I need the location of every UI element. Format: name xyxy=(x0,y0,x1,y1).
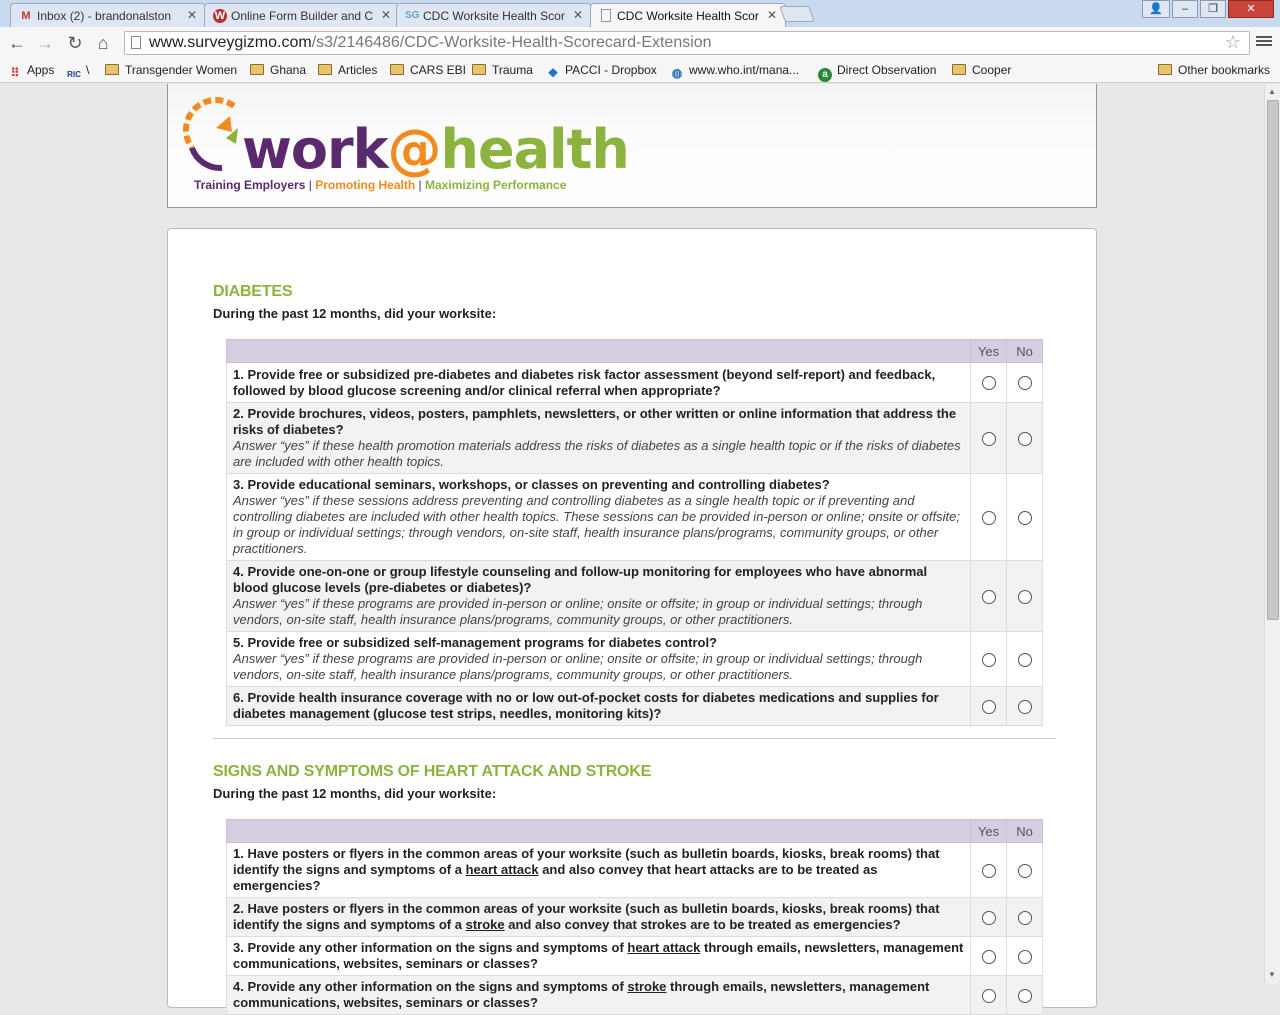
section-subtitle: During the past 12 months, did your worksite: xyxy=(213,786,497,801)
home-icon[interactable]: ⌂ xyxy=(97,33,109,53)
page-icon xyxy=(131,36,141,49)
question-hint: Answer “yes” if these health promotion materials address the risks of diabetes as a single health topic or if the risks of diabetes are included with other health topics. xyxy=(233,438,961,469)
logo-tagline xyxy=(194,178,566,192)
yes-cell xyxy=(971,843,1007,898)
question-hint: Answer “yes” if these programs are provided in-person or online; onsite or offsite; in group or individual settings; through vendors, on-site staff, health insurance plans/programs, community groups, or other practitioners. xyxy=(233,596,923,627)
no-radio[interactable] xyxy=(1018,590,1032,604)
question-underlined-term: stroke xyxy=(627,979,667,994)
yes-cell xyxy=(971,937,1007,976)
logo-word-health: health xyxy=(440,118,629,181)
grid-header-blank xyxy=(227,340,971,363)
yes-radio[interactable] xyxy=(982,700,996,714)
scroll-thumb[interactable] xyxy=(1267,100,1279,620)
question-text: 3. Provide educational seminars, workshops, or classes on preventing and controlling diabetes? xyxy=(233,477,830,492)
bookmark-label: Articles xyxy=(338,63,378,77)
bookmark-label: Ghana xyxy=(270,63,307,77)
reload-icon[interactable]: ↻ xyxy=(67,33,83,53)
question-text-end: through emails, newsletters, management communications, websites, seminars or classes? xyxy=(233,979,930,1010)
menu-icon[interactable] xyxy=(1256,34,1272,50)
question-text-start: 1. Have posters or flyers in the common areas of your worksite (such as bulletin boards, kiosks, break rooms) that identify the signs and symptoms of a xyxy=(233,846,940,877)
ric-icon: RIC xyxy=(67,70,81,79)
yes-cell xyxy=(971,363,1007,403)
bookmark-apps[interactable] xyxy=(8,63,54,80)
scroll-down-icon[interactable]: ▼ xyxy=(1268,970,1276,979)
no-cell xyxy=(1007,632,1043,687)
close-icon[interactable]: ✕ xyxy=(186,8,197,22)
grid-header-row xyxy=(227,820,1043,843)
bookmark-label: Cooper xyxy=(972,63,1012,77)
no-cell xyxy=(1007,687,1043,726)
wufoo-icon: W xyxy=(214,10,226,22)
yes-cell xyxy=(971,687,1007,726)
question-text xyxy=(233,979,929,1010)
question-underlined-term: heart attack xyxy=(465,862,539,877)
yes-radio[interactable] xyxy=(982,911,996,925)
folder-icon xyxy=(105,64,119,75)
question-underlined-term: heart attack xyxy=(627,940,701,955)
logo-wordmark xyxy=(242,118,629,181)
no-cell xyxy=(1007,403,1043,474)
question-cell xyxy=(227,687,971,726)
bookmark-label: Other bookmarks xyxy=(1178,63,1271,77)
yes-radio[interactable] xyxy=(982,864,996,878)
a-icon: a xyxy=(818,68,832,82)
heart-stroke-question-grid xyxy=(226,819,1043,1015)
question-cell xyxy=(227,632,971,687)
no-cell xyxy=(1007,843,1043,898)
new-tab-button[interactable] xyxy=(779,6,815,22)
question-cell xyxy=(227,976,971,1015)
back-icon[interactable]: ← xyxy=(8,33,26,53)
column-yes: Yes xyxy=(971,820,1007,843)
logo-word-at: @ xyxy=(387,118,441,181)
bookmark-label: Apps xyxy=(27,63,55,77)
no-cell xyxy=(1007,363,1043,403)
question-text: 4. Provide one-on-one or group lifestyle counseling and follow-up monitoring for employees who have abnormal blood glucose levels (pre-diabetes or diabetes)? xyxy=(233,564,928,595)
no-cell xyxy=(1007,898,1043,937)
bookmark-cooper[interactable] xyxy=(952,63,1011,77)
section-title-diabetes: DIABETES xyxy=(213,283,293,300)
column-yes: Yes xyxy=(971,340,1007,363)
yes-cell xyxy=(971,898,1007,937)
tab-label: CDC Worksite Health Scor xyxy=(423,9,565,23)
question-text xyxy=(233,940,963,971)
no-cell xyxy=(1007,976,1043,1015)
question-row xyxy=(227,561,1043,632)
survey-header xyxy=(167,84,1097,208)
yes-radio[interactable] xyxy=(982,653,996,667)
tab-label: Online Form Builder and C xyxy=(231,9,374,23)
bookmark-other[interactable] xyxy=(1158,63,1270,77)
question-row xyxy=(227,403,1043,474)
bookmark-label: PACCI - Dropbox xyxy=(565,63,657,77)
tab-form-builder[interactable] xyxy=(204,3,400,27)
question-cell xyxy=(227,403,971,474)
close-icon[interactable]: ✕ xyxy=(380,8,391,22)
page-icon xyxy=(601,9,611,22)
url-host: www.surveygizmo.com xyxy=(149,34,312,51)
tagline-promoting: Promoting Health xyxy=(315,178,416,192)
folder-icon xyxy=(318,64,332,75)
who-icon: ◍ xyxy=(671,66,683,80)
forward-icon[interactable]: → xyxy=(36,33,54,53)
question-cell xyxy=(227,898,971,937)
yes-radio[interactable] xyxy=(982,989,996,1003)
tagline-training: Training Employers xyxy=(194,178,306,192)
bookmark-label: \ xyxy=(86,63,90,77)
question-text-start: 4. Provide any other information on the signs and symptoms of xyxy=(233,979,628,994)
no-radio[interactable] xyxy=(1018,700,1032,714)
bookmark-who[interactable] xyxy=(670,63,799,80)
question-text-end: and also convey that heart attacks are to be treated as emergencies? xyxy=(233,862,878,893)
question-cell xyxy=(227,843,971,898)
question-row xyxy=(227,687,1043,726)
bookmark-direct-observation[interactable] xyxy=(818,63,936,82)
tab-strip xyxy=(0,0,1280,27)
folder-icon xyxy=(390,64,404,75)
bookmark-label: Direct Observation xyxy=(837,63,937,77)
tab-active[interactable] xyxy=(590,3,786,27)
tagline-separator: | xyxy=(418,178,422,192)
question-cell xyxy=(227,363,971,403)
grid-header-row xyxy=(227,340,1043,363)
question-row xyxy=(227,474,1043,561)
question-text xyxy=(233,901,940,932)
yes-radio[interactable] xyxy=(982,511,996,525)
address-bar[interactable] xyxy=(124,31,1250,55)
no-radio[interactable] xyxy=(1018,376,1032,390)
question-text xyxy=(233,846,940,893)
yes-cell xyxy=(971,976,1007,1015)
close-icon[interactable]: ✕ xyxy=(766,8,777,22)
question-text: 6. Provide health insurance coverage with no or low out-of-pocket costs for diabetes medications and supplies for diabetes management (glucose test strips, needles, monitoring kits)? xyxy=(233,690,939,721)
bookmark-pacci-dropbox[interactable] xyxy=(546,63,657,80)
no-cell xyxy=(1007,474,1043,561)
yes-radio[interactable] xyxy=(982,950,996,964)
question-underlined-term: stroke xyxy=(465,917,505,932)
yes-radio[interactable] xyxy=(982,376,996,390)
tagline-maximizing: Maximizing Performance xyxy=(425,178,567,192)
bookmark-ghana[interactable] xyxy=(250,63,306,77)
column-no: No xyxy=(1007,820,1043,843)
bookmarks-bar xyxy=(0,59,1280,83)
question-text: 2. Provide brochures, videos, posters, pamphlets, newsletters, or other written or online information that address the risks of diabetes? xyxy=(233,406,957,437)
minimize-icon[interactable]: – xyxy=(1172,0,1198,18)
bookmark-label: www.who.int/mana... xyxy=(689,63,800,77)
page-viewport xyxy=(0,84,1264,1010)
question-text-start: 2. Have posters or flyers in the common areas of your worksite (such as bulletin boards, kiosks, break rooms) that identify the signs and symptoms of a xyxy=(233,901,940,932)
column-no: No xyxy=(1007,340,1043,363)
question-row xyxy=(227,898,1043,937)
bookmark-articles[interactable] xyxy=(318,63,377,77)
tab-gmail[interactable] xyxy=(10,3,206,27)
question-row xyxy=(227,843,1043,898)
yes-cell xyxy=(971,403,1007,474)
folder-icon xyxy=(952,64,966,75)
question-row xyxy=(227,976,1043,1015)
bookmark-label: Transgender Women xyxy=(125,63,238,77)
close-icon[interactable]: ✕ xyxy=(572,8,583,22)
surveygizmo-icon: SG xyxy=(405,10,420,21)
dropbox-icon: ❖ xyxy=(547,66,559,80)
bookmark-cars-ebi[interactable] xyxy=(390,63,466,77)
bookmark-ric[interactable] xyxy=(67,63,89,82)
user-icon[interactable]: 👤 xyxy=(1142,0,1170,18)
folder-icon xyxy=(472,64,486,75)
question-text: 5. Provide free or subsidized self-management programs for diabetes control? xyxy=(233,635,718,650)
question-row xyxy=(227,632,1043,687)
question-cell xyxy=(227,937,971,976)
diabetes-question-grid xyxy=(226,339,1043,726)
folder-icon xyxy=(250,64,264,75)
grid-header-blank xyxy=(227,820,971,843)
no-cell xyxy=(1007,561,1043,632)
yes-radio[interactable] xyxy=(982,432,996,446)
bookmark-transgender-women[interactable] xyxy=(105,63,237,77)
bookmark-label: Trauma xyxy=(492,63,533,77)
gmail-icon: M xyxy=(21,10,31,22)
logo-word-work: work xyxy=(242,118,388,181)
apps-grid-icon: ⠿ xyxy=(10,66,20,80)
page-scrollbar[interactable] xyxy=(1264,84,1280,984)
no-radio[interactable] xyxy=(1018,653,1032,667)
no-radio[interactable] xyxy=(1018,989,1032,1003)
yes-cell xyxy=(971,632,1007,687)
bookmark-star-icon[interactable]: ☆ xyxy=(1224,32,1241,52)
question-hint: Answer “yes” if these sessions address preventing and controlling diabetes as a single health topic or if preventing and controlling diabetes are included with other health topics. These sessions can be provided in-person or online; onsite or offsite; in group or individual settings; through vendors, on-site staff, health insurance plans/programs, community groups, or other practitioners. xyxy=(233,493,960,556)
yes-radio[interactable] xyxy=(982,590,996,604)
folder-icon xyxy=(1158,64,1172,75)
question-text: 1. Provide free or subsidized pre-diabetes and diabetes risk factor assessment (beyond self-report) and feedback, followed by blood glucose screening and/or clinical referral when appropriate? xyxy=(233,366,936,398)
tab-surveygizmo[interactable] xyxy=(396,3,592,27)
browser-toolbar xyxy=(0,27,1280,59)
maximize-icon[interactable]: ❐ xyxy=(1200,0,1226,18)
question-cell xyxy=(227,561,971,632)
no-radio[interactable] xyxy=(1018,950,1032,964)
section-subtitle: During the past 12 months, did your worksite: xyxy=(213,306,497,321)
yes-cell xyxy=(971,561,1007,632)
question-row xyxy=(227,363,1043,403)
bookmark-label: CARS EBI xyxy=(410,63,467,77)
url-path: /s3/2146486/CDC-Worksite-Health-Scorecard-Extension xyxy=(311,34,712,51)
no-radio[interactable] xyxy=(1018,911,1032,925)
tab-label: CDC Worksite Health Scor xyxy=(617,9,759,23)
question-row xyxy=(227,937,1043,976)
section-title-heart-attack-stroke: SIGNS AND SYMPTOMS OF HEART ATTACK AND STROKE xyxy=(213,763,652,780)
no-radio[interactable] xyxy=(1018,864,1032,878)
question-text-end: and also convey that strokes are to be treated as emergencies? xyxy=(504,917,901,932)
tab-label: Inbox (2) - brandonalston xyxy=(37,9,172,23)
no-cell xyxy=(1007,937,1043,976)
scroll-up-icon[interactable]: ▲ xyxy=(1268,87,1276,96)
tagline-separator: | xyxy=(308,178,312,192)
yes-cell xyxy=(971,474,1007,561)
question-cell xyxy=(227,474,971,561)
close-window-icon[interactable]: ✕ xyxy=(1228,0,1274,18)
question-hint: Answer “yes” if these programs are provided in-person or online; onsite or offsite; in group or individual settings; through vendors, on-site staff, health insurance plans/programs, community groups, or other practitioners. xyxy=(233,651,923,682)
survey-card xyxy=(167,228,1097,1008)
question-text-end: through emails, newsletters, management communications, websites, seminars or classes? xyxy=(233,940,964,971)
no-radio[interactable] xyxy=(1018,432,1032,446)
question-text-start: 3. Provide any other information on the signs and symptoms of xyxy=(233,940,628,955)
work-at-health-logo xyxy=(182,98,629,198)
bookmark-trauma[interactable] xyxy=(472,63,533,77)
section-divider xyxy=(213,738,1056,739)
no-radio[interactable] xyxy=(1018,511,1032,525)
